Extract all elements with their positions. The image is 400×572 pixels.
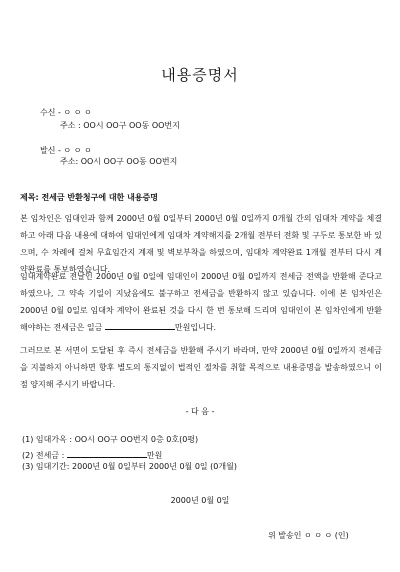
sender-label: 발신 - ㅇ ㅇ ㅇ — [40, 146, 92, 155]
paragraph-1: 본 임차인은 임대인과 함께 2000년 0월 0일부터 2000년 0월 0일까지 0개월 간의 임대차 계약을 체결하고 아래 다음 내용에 대하여 임대인에게 임대차 계약해지를 2개월 전부터 전화 및 구두로 통보한 바 있으며, 수 차례에 걸쳐 무효임간지 계재 및 벽보부착을 하였으며, 임대차 계약완료 1개월 전부터 다시 계약완료를 통보하였습니다. — [20, 214, 382, 274]
item-2-blank — [67, 449, 147, 458]
item-2-label: (2) 전세금 : — [22, 451, 67, 460]
document-date: 2000년 0월 0일 — [170, 496, 230, 505]
signature-line: 위 발송인 ㅇ ㅇ ㅇ (인) — [268, 531, 349, 540]
deposit-amount-blank — [105, 321, 175, 330]
paragraph-3: 그러므로 본 서면이 도달된 후 즉시 전세금을 반환해 주시기 바라며, 만약 2000년 0월 0일까지 전세금을 지불하지 아니하면 향후 별도의 통지없이 법적인 절차를 취할 목적으로 내용증명을 발송하였으니 이점 양지해 주시기 바랍니다. — [20, 346, 382, 389]
item-1: (1) 임대가옥 : OO시 OO구 OO번지 0층 0호(0평) — [22, 435, 199, 444]
item-2-suffix: 만원 — [146, 451, 163, 460]
sender-address: 주소: OO시 OO구 OO동 OO번지 — [60, 157, 178, 166]
da-eum-heading: - 다 음 - — [185, 407, 215, 416]
paragraph-2-text: 임대계약완료 전날인 2000년 0월 0일에 임대인이 2000년 0월 0일까지 전세금 전액을 반환해 준다고 하였으나, 그 약속 기일이 지났음에도 불구하고 전세금을 반환하지 않고 있습니다. 이에 본 임차인은 2000년 0월 0일로 임대차 계약이 완료된 것을 다시 한 번 통보해 드리며 임대인이 본 임차인에게 반환해야하는 전세금은 일금 — [20, 272, 382, 332]
recipient-label: 수신 - ㅇ ㅇ ㅇ — [40, 108, 92, 117]
recipient-address: 주소 : OO시 OO구 OO동 OO번지 — [60, 121, 180, 130]
subject-line: 제목: 전세금 반환청구에 대한 내용증명 — [20, 193, 158, 202]
paragraph-2-suffix: 만원입니다. — [174, 323, 217, 332]
paragraph-2 — [20, 268, 382, 336]
page-title: 내용증명서 — [161, 66, 239, 84]
item-3: (3) 임대기간: 2000년 0월 0일부터 2000년 0월 0일 (0개월) — [22, 462, 237, 471]
item-2 — [22, 449, 162, 461]
